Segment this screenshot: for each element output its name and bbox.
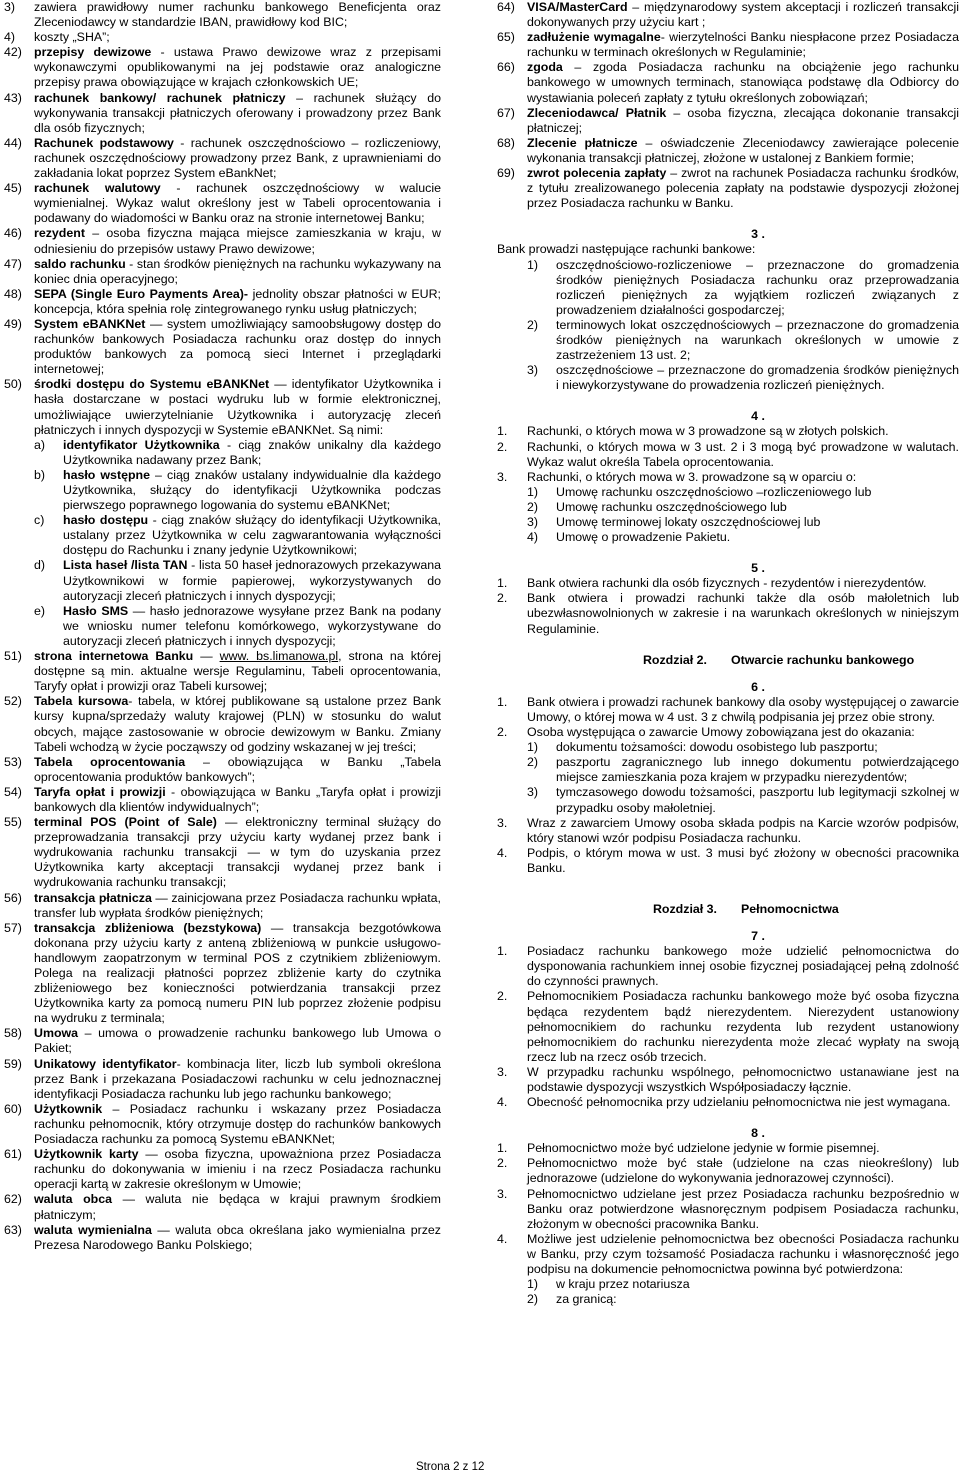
paragraph-point — [497, 440, 959, 470]
definition-item — [4, 257, 441, 287]
item-number: 52) — [4, 694, 22, 709]
definition-item — [4, 1192, 441, 1222]
item-text — [34, 30, 110, 44]
chapter-3-heading — [497, 902, 959, 917]
paragraph-point — [497, 1187, 959, 1232]
section-5-list — [497, 576, 959, 636]
section-4-list — [497, 424, 959, 484]
account-type-number: 3) — [527, 363, 539, 378]
term: waluta wymienialna — [34, 1222, 152, 1237]
text: — elektroniczny terminal służący do przeprowadzania transakcji przy użyciu karty wydanej przez bank i wydrukowania rachunku transakcji — w tym do uzyskania przez Użytkownika karty akceptacji transakcji wydanej przez bank i wydrukowania rachunku transakcji; — [34, 815, 441, 890]
paragraph-point — [497, 591, 959, 636]
item-text — [527, 166, 959, 210]
account-type-text: oszczędnościowo-rozliczeniowe – przeznaczone do gromadzenia środków pieniężnych Posiadacza rachunku oraz przeprowadzania rozliczeń pieniężnych za wyjątkiem rozliczeń związanych z prowadzeniem działalności gospodarczej; — [556, 257, 959, 317]
text: — hasło jednorazowe wysyłane przez Bank na podany we wniosku numer telefonu komórkowego, wykorzystywane do autoryzacji zleceń płatniczych i innych dyspozycji; — [63, 603, 441, 648]
term: hasło dostępu — [63, 513, 149, 528]
paragraph-subpoint — [497, 485, 959, 500]
paragraph-point — [497, 695, 959, 725]
text: — zainicjowana przez Posiadacza rachunku wpłata, transfer lub wypłata środków pieniężnych; — [34, 890, 441, 920]
text: - wierzytelności Banku niespłacone przez Posiadacza rachunku w terminach określonych w Regulaminie; — [527, 30, 959, 60]
term: Zleceniodawca/ Płatnik — [527, 105, 667, 120]
item-text — [34, 1147, 441, 1191]
definition-item — [4, 377, 441, 437]
paragraph-point-number: 3. — [497, 469, 508, 484]
term: VISA/MasterCard — [527, 0, 628, 14]
chapter-2-number: Rozdział 2. — [642, 652, 707, 667]
definition-item — [4, 921, 441, 1027]
paragraph-point-number: 4. — [497, 845, 508, 860]
text: – rachunek służący do wykonywania transakcji płatniczych oferowany i prowadzony przez Bank dla osób fizycznych; — [34, 90, 442, 135]
term: waluta obca — [34, 1192, 113, 1207]
account-type-text: oszczędnościowe – przeznaczone do gromadzenia środków pieniężnych i niewykorzystywane do prowadzenia rozliczeń pieniężnych. — [556, 363, 959, 393]
item-number: 55) — [4, 815, 22, 830]
item-text — [34, 0, 441, 29]
paragraph-subpoint-number: 1) — [527, 740, 539, 755]
term: Lista haseł /lista TAN — [63, 558, 188, 573]
item-number: 62) — [4, 1192, 22, 1207]
left-column — [4, 0, 441, 1253]
definition-item — [4, 1147, 441, 1192]
paragraph-subpoint-number: 2) — [527, 755, 539, 770]
paragraph-subpoint-text: w kraju przez notariusza — [556, 1277, 690, 1292]
paragraph-point-text: Rachunki, o których mowa w 3 ust. 2 i 3 mogą być prowadzone w walutach. Wykaz walut określa Tabela oprocentowania. — [527, 439, 959, 469]
definition-item — [4, 755, 441, 785]
section-6-list-cont — [497, 816, 959, 876]
paragraph-subpoint — [497, 1277, 959, 1292]
term: Tabela oprocentowania — [34, 754, 186, 769]
paragraph-point-text: Pełnomocnictwo udzielane jest przez Posiadacza rachunku bezpośrednio w Banku oraz potwierdzone własnoręcznym podpisem Posiadacza rachunku, złożonym w obecności pracownika Banku. — [527, 1186, 959, 1231]
item-text — [34, 181, 441, 225]
definition-subitem — [34, 558, 441, 603]
text: - obowiązująca w Banku „Taryfa opłat i prowizji bankowych dla klientów indywidualnych”; — [34, 784, 441, 814]
definition-item — [4, 649, 441, 694]
subitem-letter: c) — [34, 513, 45, 528]
paragraph-point-text: Posiadacz rachunku bankowego może udzielić pełnomocnictwa do dysponowania rachunkiem innej osobie fizycznej posiadającej pełną zdolność do czynności prawnych. — [527, 944, 959, 989]
section-8-list — [497, 1141, 959, 1277]
item-number: 51) — [4, 649, 22, 664]
section-3-list — [497, 258, 959, 394]
paragraph-point-text: Rachunki, o których mowa w 3. prowadzone są w oparciu o: — [527, 469, 857, 484]
item-text — [34, 785, 441, 814]
item-text — [527, 136, 959, 165]
section-5-heading: 5 . — [751, 561, 765, 576]
item-text — [34, 257, 441, 286]
paragraph-point-text: Pełnomocnictwo może być udzielone jedynie w formie pisemnej. — [527, 1141, 880, 1156]
section-6-heading: 6 . — [751, 679, 765, 694]
term: rachunek walutowy — [34, 181, 161, 196]
text: – umowa o prowadzenie rachunku bankowego lub Umowa o Pakiet; — [34, 1026, 441, 1056]
item-text — [527, 106, 959, 135]
paragraph-point-number: 1. — [497, 694, 508, 709]
paragraph-point-text: Podpis, o którym mowa w ust. 3 musi być złożony w obecności pracownika Banku. — [527, 845, 959, 875]
item-text — [34, 921, 441, 1026]
paragraph-subpoint — [497, 740, 959, 755]
paragraph-subpoint — [497, 1292, 959, 1307]
term: Użytkownik — [34, 1101, 103, 1116]
term: Zlecenie płatnicze — [527, 135, 638, 150]
item-number: 58) — [4, 1026, 22, 1041]
text: – ciąg znaków ustalany indywidualnie dla każdego Użytkownika, służący do identyfikacji Użytkownika podczas pierwszego poprawnego logowania do systemu eBANKNet; — [63, 467, 441, 513]
paragraph-point — [497, 846, 959, 876]
paragraph-point-text: Wraz z zawarciem Umowy osoba składa podpis na Karcie wzorów podpisów, który stanowi wzór podpisu Posiadacza rachunku. — [527, 815, 959, 845]
subitem-letter: b) — [34, 467, 46, 482]
definition-item — [4, 1026, 441, 1056]
item-text — [34, 1102, 441, 1146]
subitem-text — [63, 513, 441, 557]
term: środki dostępu do Systemu eBANKNet — [34, 377, 270, 392]
item-number: 54) — [4, 784, 22, 799]
item-number: 50) — [4, 377, 22, 392]
subitem-text — [63, 558, 441, 602]
account-type — [497, 363, 959, 393]
definition-item — [4, 136, 441, 181]
section-8-sublist — [497, 1277, 959, 1307]
text: - ciąg znaków unikalny dla każdego Użytkownika nadawany przez Bank; — [63, 437, 441, 467]
paragraph-point-text: Możliwe jest udzielenie pełnomocnictwa bez obecności Posiadacza rachunku w Banku, przy czym tożsamość Posiadacza rachunku i własnoręczność jego podpisu na dokumencie pełnomocnictwa powinna być potwierdzona: — [527, 1231, 959, 1277]
item-text — [34, 649, 441, 693]
definition-item — [4, 694, 441, 754]
chapter-3-title: Pełnomocnictwa — [741, 901, 839, 916]
paragraph-point-text: Bank otwiera i prowadzi rachunek bankowy dla osoby występującej o zawarcie Umowy, o której mowa w 4 ust. 3 z chwilą podpisania jej przez obie strony. — [527, 694, 959, 724]
term: Rachunek podstawowy — [34, 135, 174, 150]
subitem-text — [63, 438, 441, 467]
definition-item — [4, 815, 441, 890]
definition-item — [4, 287, 441, 317]
paragraph-point-number: 1. — [497, 944, 508, 959]
item-text — [527, 30, 959, 59]
paragraph-subpoint-number: 1) — [527, 484, 539, 499]
text: – osoba fizyczna mająca miejsce zamieszkania w kraju, w odniesieniu do przepisów ustawy Prawo dewizowe; — [34, 226, 441, 256]
account-type — [497, 318, 959, 363]
item-text — [34, 91, 441, 135]
subitem-text — [63, 604, 441, 648]
term: rezydent — [34, 226, 85, 241]
right-column — [497, 0, 959, 1307]
text: — osoba fizyczna, upoważniona przez Posiadacza rachunku do dokonywania w imieniu i na rzecz Posiadacza rachunku operacji kartą w zakresie określonym w Umowie; — [34, 1147, 442, 1192]
text: – zgoda Posiadacza rachunku na obciążenie jego rachunku bankowego w umownych terminach, stanowiąca podstawę dla Odbiorcy do wystawiania poleceń zapłaty z tytułu określonych zobowiązań; — [527, 60, 959, 105]
paragraph-subpoint-number: 4) — [527, 530, 539, 545]
chapter-3-number: Rozdział 3. — [652, 901, 717, 916]
item-number: 68) — [497, 135, 515, 150]
paragraph-subpoint-text: dokumentu tożsamości: dowodu osobistego lub paszportu; — [556, 740, 878, 755]
item-number: 59) — [4, 1056, 22, 1071]
text: - rachunek oszczędnościowy w walucie wymienialnej. Wykaz walut określony jest w Tabeli oprocentowania i podawany do wiadomości w Banku oraz na stronie internetowej Banku; — [34, 181, 441, 226]
item-number: 64) — [497, 0, 515, 14]
item-text — [34, 1057, 441, 1101]
section-3-heading: 3 . — [751, 227, 765, 242]
page-number: Strona 2 z 12 — [416, 1461, 485, 1473]
text: koszty „SHA”; — [34, 30, 110, 45]
paragraph-subpoint — [497, 530, 959, 545]
paragraph-point — [497, 424, 959, 439]
term: Użytkownik karty — [34, 1147, 139, 1162]
paragraph-point — [497, 1156, 959, 1186]
definition-subitem — [34, 513, 441, 558]
item-text — [34, 136, 441, 180]
definition-item — [4, 0, 441, 30]
definition-item — [497, 60, 959, 105]
section-6-sublist — [497, 740, 959, 815]
paragraph-point-text: Rachunki, o których mowa w 3 prowadzone są w złotych polskich. — [527, 424, 889, 439]
paragraph-point — [497, 1065, 959, 1095]
paragraph-subpoint-text: paszportu zagranicznego lub innego dokumentu potwierdzającego miejsce zamieszkania poza krajem w przypadku nierezydentów; — [556, 755, 959, 785]
text: - rachunek oszczędnościowo – rozliczeniowy, rachunek oszczędnościowy prowadzony przez Bank, z uprawnieniami do zakładania lokat poprzez System eBankNet; — [34, 135, 442, 181]
term: saldo rachunku — [34, 256, 126, 271]
text: - ciąg znaków służący do identyfikacji Użytkownika, ustalany przez Użytkownika w celu zagwarantowania wyłączności dostępu do Rachunku i znany jedynie Użytkownikowi; — [63, 513, 441, 558]
paragraph-subpoint-text: Umowę rachunku oszczędnościowo –rozliczeniowego lub — [556, 484, 872, 499]
subitem-letter: d) — [34, 558, 46, 573]
paragraph-point-number: 1. — [497, 424, 508, 439]
paragraph-point-number: 2. — [497, 591, 508, 606]
paragraph-point — [497, 816, 959, 846]
paragraph-subpoint-number: 3) — [527, 785, 539, 800]
chapter-2-title: Otwarcie rachunku bankowego — [731, 652, 915, 667]
item-text — [34, 1026, 441, 1055]
paragraph-subpoint-number: 1) — [527, 1277, 539, 1292]
text: zawiera prawidłowy numer rachunku bankowego Beneficjenta oraz Zleceniodawcy w standardzie IBAN, prawidłowy kod BIC; — [34, 0, 441, 30]
paragraph-subpoint — [497, 785, 959, 815]
definition-item — [4, 45, 441, 90]
paragraph-subpoint-text: za granicą: — [556, 1292, 617, 1307]
term: identyfikator Użytkownika — [63, 437, 220, 452]
term: transakcja płatnicza — [34, 890, 152, 905]
text: — waluta nie będąca w krajui prawnym środkiem płatniczym; — [34, 1192, 441, 1222]
paragraph-point — [497, 1141, 959, 1156]
item-text — [34, 45, 441, 89]
term: transakcja zbliżeniowa (bezstykowa) — [34, 920, 262, 935]
definition-item — [497, 30, 959, 60]
text: - tabela, w której publikowane są ustalone przez Bank kursy kupna/sprzedaży waluty krajowej (PLN) w stosunku do walut obcych, mające zastosowanie w obrocie dewizowym w Banku. Zmiany Tabeli wchodzą w życie począwszy od godziny wskazanej w jej treści; — [34, 694, 441, 754]
item-number: 45) — [4, 181, 22, 196]
paragraph-point-number: 1. — [497, 1141, 508, 1156]
section-7-heading: 7 . — [751, 929, 765, 944]
definition-item — [497, 106, 959, 136]
item-number: 49) — [4, 316, 22, 331]
term: System eBANKNet — [34, 316, 146, 331]
term: zwrot polecenia zapłaty — [527, 166, 667, 181]
term: terminal POS (Point of Sale) — [34, 815, 217, 830]
text: – oświadczenie Zleceniodawcy zawierające polecenie wykonania transakcji płatniczej, złożone w ustalonej z Bankiem formie; — [527, 135, 960, 165]
paragraph-subpoint-number: 2) — [527, 1292, 539, 1307]
paragraph-point-number: 2. — [497, 439, 508, 454]
definition-item — [4, 1057, 441, 1102]
account-type — [497, 258, 959, 318]
item-number: 42) — [4, 45, 22, 60]
term: przepisy dewizowe — [34, 45, 152, 60]
section-4-heading: 4 . — [751, 409, 765, 424]
item-number: 67) — [497, 105, 515, 120]
term: strona internetowa Banku — [34, 649, 194, 664]
item-number: 61) — [4, 1147, 22, 1162]
item-number: 63) — [4, 1222, 22, 1237]
item-number: 66) — [497, 60, 515, 75]
text: jednolity obszar płatności w EUR; koncepcja, która spełnia rolę zintegrowanego rynku usług płatniczych; — [34, 286, 441, 316]
item-text — [527, 0, 959, 29]
item-number: 57) — [4, 920, 22, 935]
item-text — [34, 1192, 441, 1221]
item-text — [34, 317, 441, 376]
subitem-letter: e) — [34, 603, 46, 618]
item-number: 43) — [4, 90, 22, 105]
paragraph-point-number: 2. — [497, 725, 508, 740]
item-text — [34, 1223, 441, 1252]
paragraph-subpoint-number: 2) — [527, 499, 539, 514]
definition-item — [4, 181, 441, 226]
term: Taryfa opłat i prowizji — [34, 784, 166, 799]
definition-item — [4, 1223, 441, 1253]
item-number: 3) — [4, 0, 16, 14]
item-number: 44) — [4, 135, 22, 150]
text: – międzynarodowy system akceptacji i rozliczeń transakcji dokonywanych przy użyciu kart ; — [527, 0, 959, 30]
paragraph-point-number: 4. — [497, 1095, 508, 1110]
item-number: 60) — [4, 1101, 22, 1116]
section-7-list — [497, 944, 959, 1110]
definition-subitem — [34, 468, 441, 513]
definition-item — [497, 0, 959, 30]
paragraph-point-text: Obecność pełnomocnika przy udzielaniu pełnomocnictwa nie jest wymagana. — [527, 1095, 951, 1110]
website-link[interactable]: www. bs.limanowa.pl — [219, 649, 339, 664]
text: — system umożliwiający samoobsługowy dostęp do rachunków bankowych Posiadacza rachunku oraz dostęp do innych produktów bankowych za pomocą sieci Internet i przeglądarki internetowej; — [34, 316, 441, 377]
definition-item — [4, 30, 441, 45]
item-number: 69) — [497, 166, 515, 181]
text: – Posiadacz rachunku i wskazany przez Posiadacza rachunku pełnomocnik, który otrzymuje dostęp do rachunków bankowych Posiadacza rachunku za pomocą Systemu eBANKNet; — [34, 1101, 441, 1147]
term: Tabela kursowa — [34, 694, 129, 709]
paragraph-subpoint-text: Umowę terminowej lokaty oszczędnościowej lub — [556, 515, 821, 529]
account-type-number: 1) — [527, 257, 539, 272]
definitions-continued — [497, 0, 959, 211]
paragraph-point — [497, 576, 959, 591]
paragraph-point-text: Pełnomocnikiem Posiadacza rachunku bankowego może być osoba fizyczna będąca rezydentem bądź nierezydentem. Nierezydent ustanowiony pełnomocnikiem do rachunku rezydenta lub rezydent ustanowiony pełnomocnikiem do rachunku nierezydenta może zlecać wypłaty na swoją rzecz lub na rzecz osób trzecich. — [527, 989, 959, 1064]
paragraph-subpoint-text: Umowę o prowadzenie Pakietu. — [556, 530, 731, 545]
text: - lista 50 haseł jednorazowych przekazywana Użytkownikowi w formie papierowej, wykorzystywanych do autoryzacji zleceń płatniczych i innych dyspozycji; — [63, 558, 441, 603]
paragraph-point — [497, 725, 959, 740]
subitem-text — [63, 468, 441, 512]
paragraph-point-number: 3. — [497, 1186, 508, 1201]
term: zgoda — [527, 60, 563, 75]
paragraph-point-number: 1. — [497, 576, 508, 591]
text: — — [193, 649, 220, 664]
item-text — [34, 377, 441, 436]
item-text — [34, 815, 441, 889]
paragraph-subpoint-text: Umowę rachunku oszczędnościowego lub — [556, 499, 787, 514]
text: – zwrot na rachunek Posiadacza rachunku środków, z tytułu zrealizowanego polecenia zapłaty na podstawie dyspozycji złożonej przez Posiadacza rachunku w Banku. — [527, 166, 959, 211]
text: - stan środków pieniężnych na rachunku wykazywany na koniec dnia operacyjnego; — [34, 256, 441, 286]
item-text — [34, 226, 441, 255]
item-number: 56) — [4, 890, 22, 905]
term: Hasło SMS — [63, 603, 129, 618]
text: — transakcja bezgotówkowa dokonana przy użyciu karty z anteną zbliżeniową w punkcie usługowo-handlowym zaopatrzonym w terminal POS z czytnikiem zbliżeniowym. Polega na realizacji płatności poprzez zbliżenie karty do czytnika zbliżeniowego bez konieczności potwierdzania transakcji przez Użytkownika karty za pomocą numeru PIN lub poprzez złożenie podpisu na wydruku z terminala; — [34, 920, 441, 1026]
item-number: 46) — [4, 226, 22, 241]
paragraph-point-number: 2. — [497, 989, 508, 1004]
paragraph-subpoint — [497, 755, 959, 785]
paragraph-point — [497, 1232, 959, 1277]
text: – obowiązująca w Banku „Tabela oprocentowania produktów bankowych”; — [34, 754, 442, 784]
section-6-list — [497, 695, 959, 740]
item-text — [34, 694, 441, 753]
term: Umowa — [34, 1026, 79, 1041]
definition-item — [497, 136, 959, 166]
paragraph-point — [497, 470, 959, 485]
item-text — [34, 755, 441, 784]
chapter-2-heading — [497, 653, 959, 668]
paragraph-point-text: Bank otwiera i prowadzi rachunki także dla osób małoletnich lub ubezwłasnowolnionych w zakresie i na warunkach określonych w niniejszym Regulaminie. — [527, 591, 959, 636]
paragraph-subpoint — [497, 500, 959, 515]
definition-item — [4, 226, 441, 256]
paragraph-point — [497, 944, 959, 989]
definition-item — [4, 785, 441, 815]
paragraph-subpoint-text: tymczasowego dowodu tożsamości, paszportu lub legitymacji szkolnej w przypadku osoby małoletniej. — [556, 785, 959, 815]
paragraph-point-number: 4. — [497, 1231, 508, 1246]
definition-item — [4, 1102, 441, 1147]
text: - kombinacja liter, liczb lub symboli określona przez Bank i przekazana Posiadaczowi rachunku w celu jednoznacznej identyfikacji Posiadacza rachunku lub jego rachunku bankowego; — [34, 1056, 441, 1101]
item-text — [527, 60, 959, 104]
definition-subitem — [34, 438, 441, 468]
term: Unikatowy identyfikator — [34, 1056, 177, 1071]
paragraph-point-text: Pełnomocnictwo może być stałe (udzielone na czas nieokreślony) lub jednorazowe (udzielone do wykonywania jednorazowej czynności). — [527, 1156, 959, 1186]
text: — waluta obca określana jako wymienialna przez Prezesa Narodowego Banku Polskiego; — [34, 1222, 442, 1252]
definition-item — [4, 317, 441, 377]
paragraph-point-number: 3. — [497, 1064, 508, 1079]
definition-subitem — [34, 604, 441, 649]
definition-item — [4, 91, 441, 136]
paragraph-point-text: Osoba występująca o zawarcie Umowy zobowiązana jest do okazania: — [527, 725, 915, 740]
account-type-number: 2) — [527, 317, 539, 332]
paragraph-point-number: 3. — [497, 815, 508, 830]
item-number: 48) — [4, 286, 22, 301]
paragraph-point-text: Bank otwiera rachunki dla osób fizycznych - rezydentów i nierezydentów. — [527, 576, 927, 591]
text: – osoba fizyczna, zlecająca dokonanie transakcji płatniczej; — [527, 105, 960, 135]
section-8-heading: 8 . — [751, 1126, 765, 1141]
section-4-sublist — [497, 485, 959, 545]
paragraph-point-text: W przypadku rachunku wspólnego, pełnomocnictwo ustanawiane jest na podstawie dyspozycji wszystkich Współposiadaczy łącznie. — [527, 1064, 959, 1094]
account-type-text: terminowych lokat oszczędnościowych – przeznaczone do gromadzenia środków pieniężnych na warunkach określonych w umowie z zastrzeżeniem 13 ust. 2; — [556, 317, 959, 363]
definition-item — [4, 891, 441, 921]
item-number: 53) — [4, 754, 22, 769]
term: zadłużenie wymagalne — [527, 30, 661, 45]
paragraph-point-number: 2. — [497, 1156, 508, 1171]
item-number: 47) — [4, 256, 22, 271]
item-text — [34, 287, 441, 316]
item-number: 4) — [4, 30, 16, 45]
subitem-letter: a) — [34, 437, 46, 452]
section-3-intro: Bank prowadzi następujące rachunki bankowe: — [497, 242, 756, 257]
item-number: 65) — [497, 30, 515, 45]
text: — identyfikator Użytkownika i hasła dostarczane w postaci wydruku lub w formie elektronicznej, umożliwiające uwierzytelnianie Użytkownika i autoryzację zleceń płatniczych i innych dyspozycji w Systemie eBANKNet. Są nimi: — [34, 377, 441, 437]
term: rachunek bankowy/ rachunek płatniczy — [34, 90, 286, 105]
text: - ustawa Prawo dewizowe wraz z przepisami wykonawczymi opublikowanymi na jej podstawie oraz analogiczne przepisy prawa obowiązujące w krajach członkowskich UE; — [34, 45, 442, 90]
paragraph-subpoint — [497, 515, 959, 530]
item-text — [34, 891, 441, 920]
term: hasło wstępne — [63, 467, 150, 482]
paragraph-point — [497, 1095, 959, 1110]
text: , strona na której dostępne są min. aktualne wersje Regulaminu, Tabeli oprocentowania, Taryfy opłat i prowizji oraz Tabeli kursowej; — [34, 649, 441, 694]
definition-item — [497, 166, 959, 211]
term: SEPA (Single Euro Payments Area)- — [34, 286, 249, 301]
paragraph-subpoint-number: 3) — [527, 515, 539, 529]
paragraph-point — [497, 989, 959, 1064]
